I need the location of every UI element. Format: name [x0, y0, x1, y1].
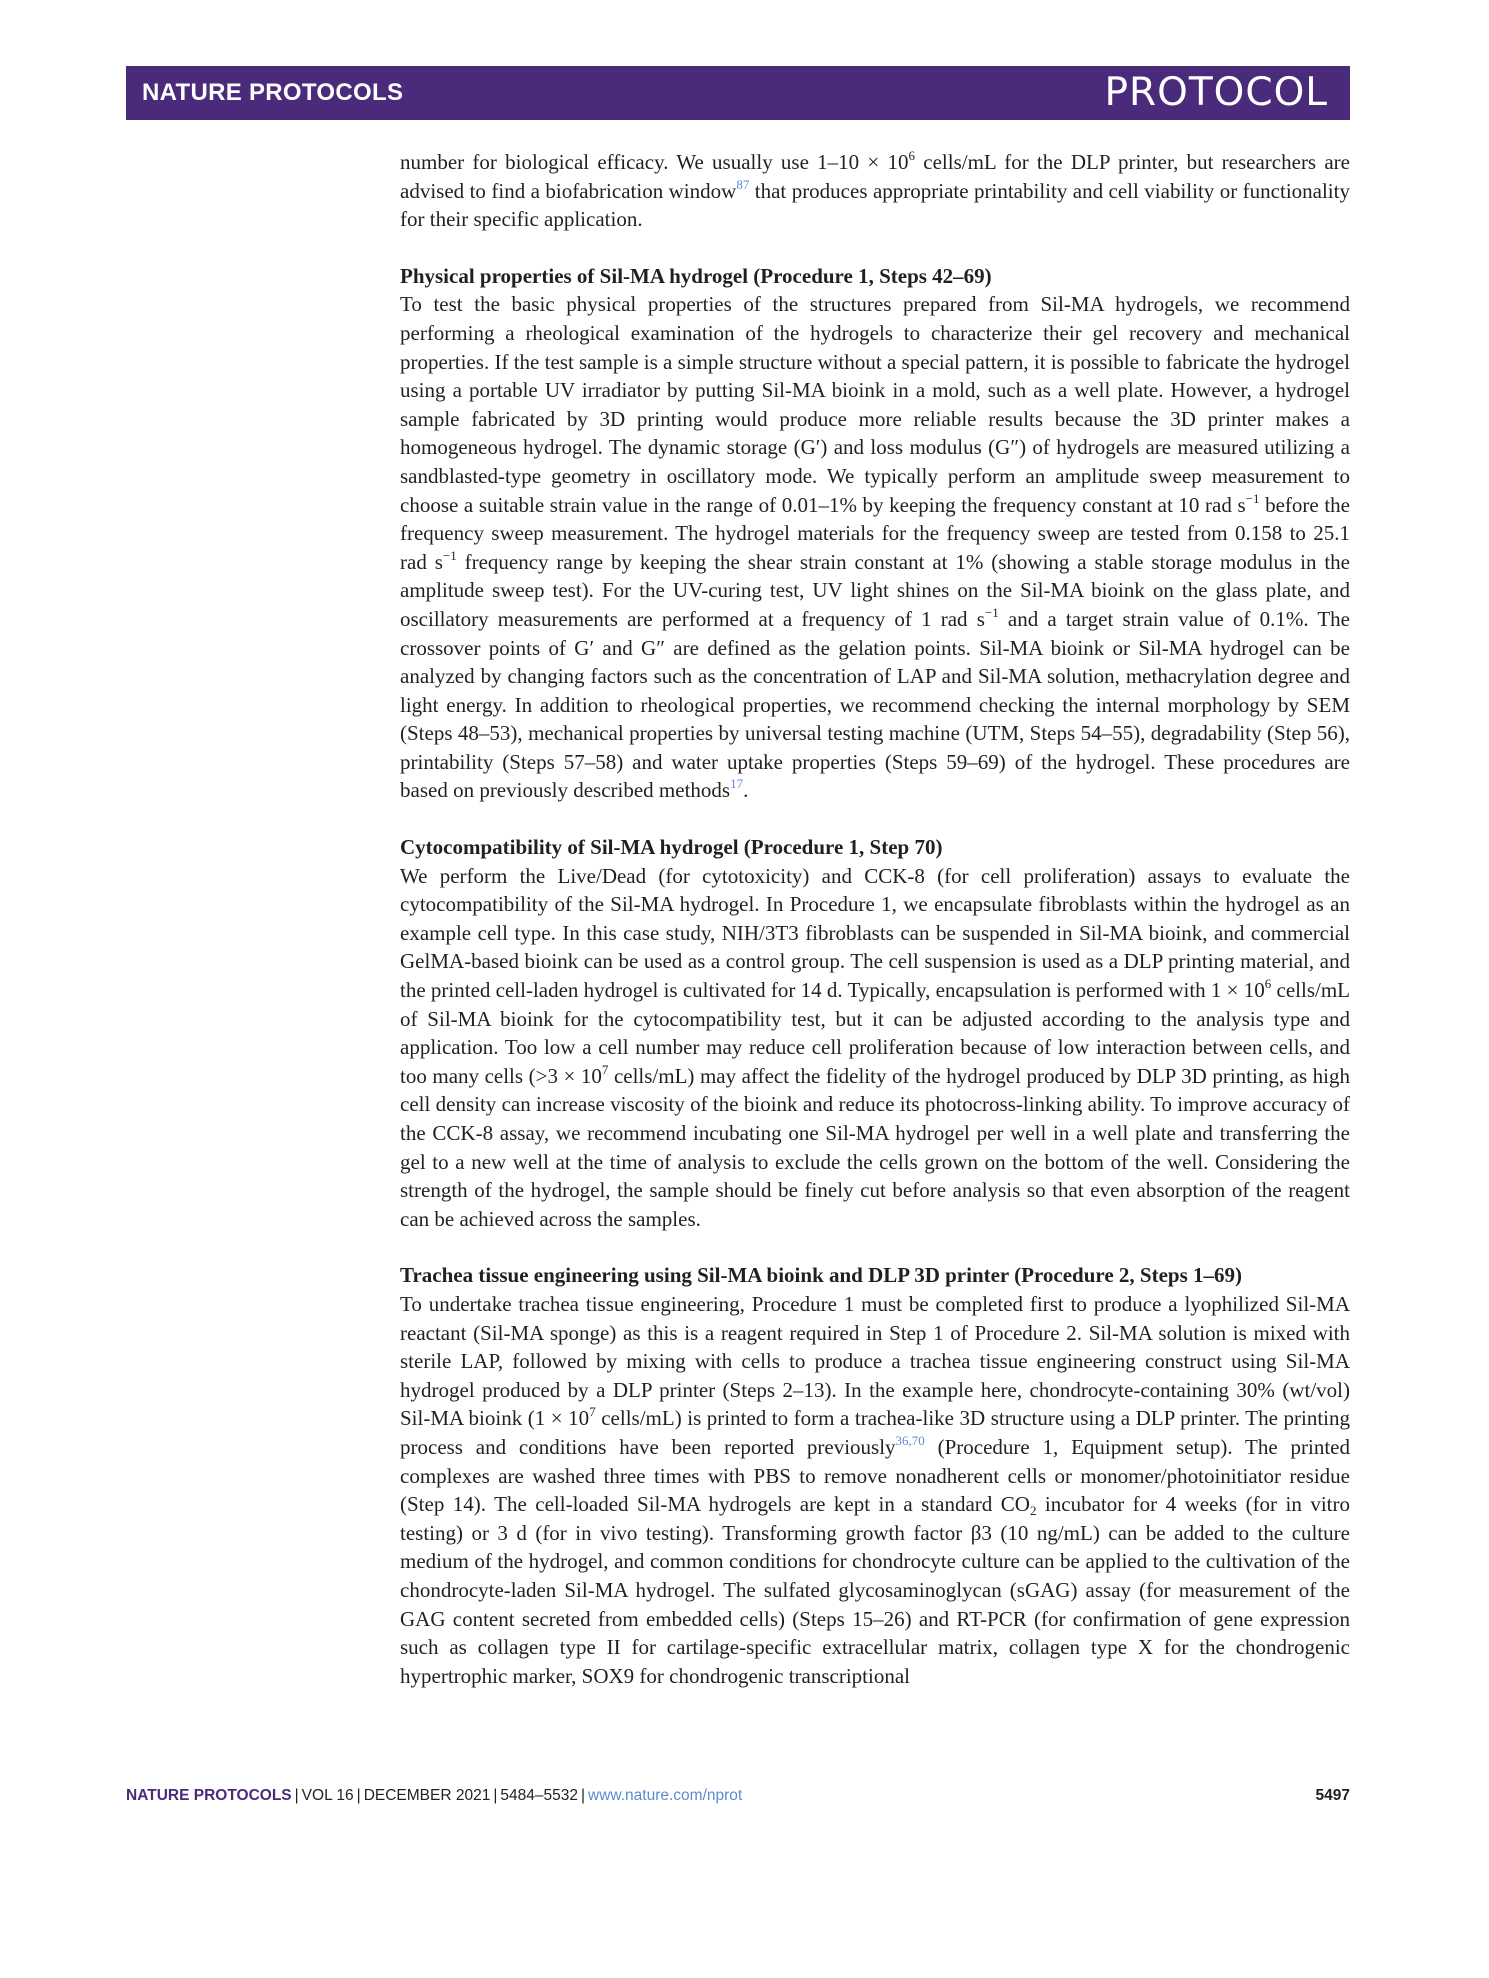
page-number: 5497	[1315, 1787, 1350, 1804]
text-run: incubator for 4 weeks (for in vitro testing) or 3 d (for in vivo testing). Transforming growth factor β3 (10 ng/mL) can be added to the culture medium of the hydrogel, and common conditions for chondrocyte culture can be applied to the cultivation of the chondrocyte-laden Sil-MA hydrogel. The sulfated glycosaminoglycan (sGAG) assay (for measurement of the GAG content secreted from embedded cells) (Steps 15–26) and RT-PCR (for confirmation of gene expression such as collagen type II for cartilage-specific extracellular matrix, collagen type X for the chondrogenic hypertrophic marker, SOX9 for chondrogenic transcriptional	[400, 1492, 1350, 1688]
text-run: cells/mL for the DLP printer, but researchers are advised to find a biofabrication window	[400, 150, 1350, 203]
footer-citation	[126, 1787, 742, 1805]
exponent: 7	[589, 1404, 596, 1420]
section-heading: Trachea tissue engineering using Sil-MA bioink and DLP 3D printer (Procedure 2, Steps 1–69)	[400, 1263, 1242, 1288]
section-trachea-engineering	[400, 1261, 1350, 1690]
exponent: −1	[442, 547, 457, 563]
footer-volume: VOL 16	[301, 1787, 354, 1804]
page-footer	[126, 1787, 1350, 1809]
exponent: 6	[1264, 976, 1272, 992]
reference-link[interactable]: 87	[736, 176, 750, 192]
text-run: .	[743, 778, 749, 803]
text-run: before the frequency sweep measurement. The hydrogel materials for the frequency sweep are tested from 0.158 to 25.1 rad s	[400, 492, 1350, 574]
text-run: and a target strain value of 0.1%. The crossover points of G′ and G″ are defined as the gelation points. Sil-MA bioink or Sil-MA hydrogel can be analyzed by changing factors such as the concentration of LAP and Sil-MA solution, methacrylation degree and light energy. In addition to rheological properties, we recommend checking the internal morphology by SEM (Steps 48–53), mechanical properties by universal testing machine (UTM, Steps 54–55), degradability (Step 56), printability (Steps 57–58) and water uptake properties (Steps 59–69) of the hydrogel. These procedures are based on previously described methods	[400, 606, 1351, 803]
subscript: 2	[1029, 1503, 1037, 1519]
section-paragraph	[400, 1290, 1350, 1690]
section-paragraph	[400, 862, 1350, 1234]
footer-journal: NATURE PROTOCOLS	[126, 1787, 292, 1804]
journal-header-bar	[126, 66, 1350, 120]
text-run: cells/mL) may affect the fidelity of the hydrogel produced by DLP 3D printing, as high cell density can increase viscosity of the bioink and reduce its photocross-linking ability. To improve accuracy of the CCK-8 assay, we recommend incubating one Sil-MA hydrogel per well in a well plate and transferring the gel to a new well at the time of analysis to exclude the cells grown on the bottom of the well. Considering the strength of the hydrogel, the sample should be finely cut before analysis so that even absorption of the reagent can be achieved across the samples.	[400, 1063, 1350, 1231]
footer-separator: |	[356, 1787, 361, 1804]
exponent: −1	[984, 604, 999, 620]
text-run: frequency range by keeping the shear strain constant at 1% (showing a stable storage modulus in the amplitude sweep test). For the UV-curing test, UV light shines on the Sil-MA bioink on the glass plate, and oscillatory measurements are performed at a frequency of 1 rad s	[400, 549, 1350, 631]
reference-link[interactable]: 17	[730, 776, 744, 792]
reference-link[interactable]: 36,70	[895, 1432, 925, 1448]
footer-pages: 5484–5532	[500, 1787, 578, 1804]
exponent: 7	[601, 1061, 609, 1077]
footer-url-link[interactable]: www.nature.com/nprot	[588, 1787, 743, 1804]
exponent: −1	[1245, 490, 1260, 506]
article-body	[400, 148, 1350, 1690]
text-run: cells/mL) is printed to form a trachea-like 3D structure using a DLP printer. The printing process and conditions have been reported previously	[400, 1406, 1350, 1459]
text-run: We perform the Live/Dead (for cytotoxicity) and CCK-8 (for cell proliferation) assays to evaluate the cytocompatibility of the Sil-MA hydrogel. In Procedure 1, we encapsulate fibroblasts within the hydrogel as an example cell type. In this case study, NIH/3T3 fibroblasts can be suspended in Sil-MA bioink, and commercial GelMA-based bioink can be used as a control group. The cell suspension is used as a DLP printing material, and the printed cell-laden hydrogel is cultivated for 14 d. Typically, encapsulation is performed with 1 × 10	[400, 863, 1350, 1003]
section-paragraph	[400, 290, 1350, 805]
journal-name: NATURE PROTOCOLS	[142, 79, 404, 106]
text-run: number for biological efficacy. We usually use 1–10 × 10	[400, 150, 909, 174]
intro-paragraph	[400, 148, 1350, 234]
text-run: To undertake trachea tissue engineering, Procedure 1 must be completed first to produce a lyophilized Sil-MA reactant (Sil-MA sponge) as this is a reagent required in Step 1 of Procedure 2. Sil-MA solution is mixed with sterile LAP, followed by mixing with cells to produce a trachea tissue engineering construct using Sil-MA hydrogel produced by a DLP printer (Steps 2–13). In the example here, chondrocyte-containing 30% (wt/vol) Sil-MA bioink (1 × 10	[400, 1291, 1350, 1431]
text-run: that produces appropriate printability and cell viability or functionality for their specific application.	[400, 178, 1350, 232]
footer-separator: |	[493, 1787, 498, 1804]
footer-separator: |	[294, 1787, 299, 1804]
text-run: To test the basic physical properties of the structures prepared from Sil-MA hydrogels, we recommend performing a rheological examination of the hydrogels to characterize their gel recovery and mechanical properties. If the test sample is a simple structure without a special pattern, it is possible to fabricate the hydrogel using a portable UV irradiator by putting Sil-MA bioink in a mold, such as a well plate. However, a hydrogel sample fabricated by 3D printing would produce more reliable results because the 3D printer makes a homogeneous hydrogel. The dynamic storage (G′) and loss modulus (G″) of hydrogels are measured utilizing a sandblasted-type geometry in oscillatory mode. We typically perform an amplitude sweep measurement to choose a suitable strain value in the range of 0.01–1% by keeping the frequency constant at 10 rad s	[400, 292, 1350, 517]
text-run: cells/mL of Sil-MA bioink for the cytocompatibility test, but it can be adjusted according to the analysis type and application. Too low a cell number may reduce cell proliferation because of low interaction between cells, and too many cells (>3 × 10	[400, 978, 1350, 1088]
text-run: (Procedure 1, Equipment setup). The printed complexes are washed three times with PBS to remove nonadherent cells or monomer/photoinitiator residue (Step 14). The cell-loaded Sil-MA hydrogels are kept in a standard CO	[400, 1434, 1350, 1517]
footer-date: DECEMBER 2021	[363, 1787, 491, 1804]
article-type-label: PROTOCOL	[1104, 70, 1328, 115]
section-heading: Physical properties of Sil-MA hydrogel (Procedure 1, Steps 42–69)	[400, 263, 992, 288]
footer-separator: |	[580, 1787, 585, 1804]
exponent: 6	[908, 148, 916, 163]
section-cytocompatibility	[400, 833, 1350, 1233]
section-physical-properties	[400, 262, 1350, 805]
section-heading: Cytocompatibility of Sil-MA hydrogel (Procedure 1, Step 70)	[400, 835, 943, 860]
